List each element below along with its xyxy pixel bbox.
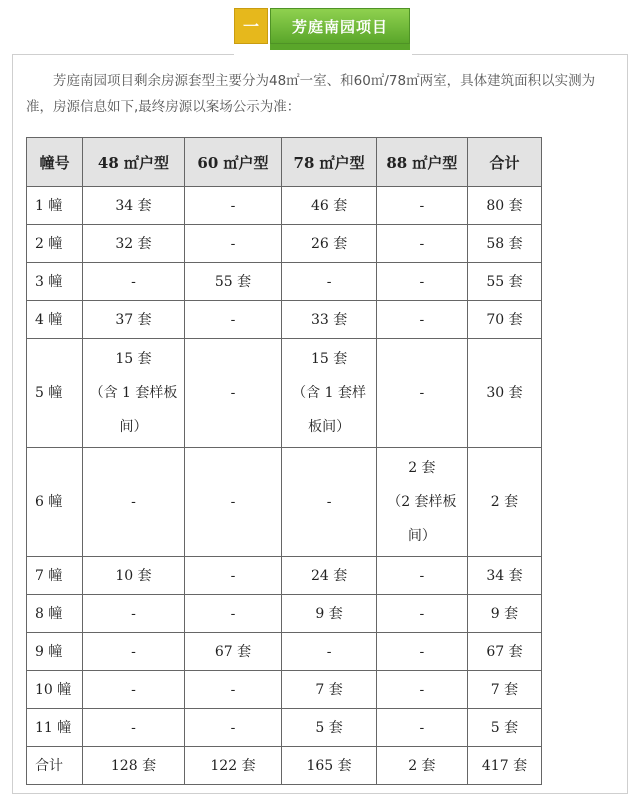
table-cell: - [184, 709, 282, 747]
table-cell: 11 幢 [27, 709, 83, 747]
table-cell: 67 套 [184, 633, 282, 671]
table-cell: 7 幢 [27, 557, 83, 595]
table-cell: 55 套 [184, 263, 282, 301]
table-cell: 15 套 （含 1 套样板间） [282, 339, 377, 448]
table-cell: - [376, 225, 467, 263]
column-header: 幢号 [27, 138, 83, 187]
table-cell: - [376, 339, 467, 448]
table-cell: 417 套 [467, 747, 541, 785]
table-cell: 122 套 [184, 747, 282, 785]
table-cell: - [83, 709, 184, 747]
table-cell: 80 套 [467, 187, 541, 225]
table-cell: - [83, 448, 184, 557]
table-row [27, 747, 542, 785]
table-cell: - [376, 187, 467, 225]
column-header: 60 ㎡户型 [184, 138, 282, 187]
column-header: 合计 [467, 138, 541, 187]
table-cell: 1 幢 [27, 187, 83, 225]
table-row [27, 557, 542, 595]
table-cell: 34 套 [83, 187, 184, 225]
table-body [27, 187, 542, 785]
table-cell: - [376, 263, 467, 301]
table-cell: 15 套 （含 1 套样板间） [83, 339, 184, 448]
table-cell: 55 套 [467, 263, 541, 301]
table-cell: - [184, 187, 282, 225]
table-row [27, 633, 542, 671]
table-row [27, 595, 542, 633]
table-cell: 46 套 [282, 187, 377, 225]
table-cell: 9 套 [282, 595, 377, 633]
housing-table [26, 137, 542, 785]
table-cell: 67 套 [467, 633, 541, 671]
table-cell: 8 幢 [27, 595, 83, 633]
table-row [27, 671, 542, 709]
table-cell: - [184, 448, 282, 557]
section-title: 芳庭南园项目 [270, 8, 410, 44]
table-cell: - [376, 301, 467, 339]
intro-paragraph [26, 68, 618, 120]
table-cell: - [83, 633, 184, 671]
table-cell: 165 套 [282, 747, 377, 785]
table-cell: - [184, 301, 282, 339]
table-cell: 70 套 [467, 301, 541, 339]
table-cell: - [83, 263, 184, 301]
table-cell: 9 套 [467, 595, 541, 633]
table-cell: - [282, 633, 377, 671]
table-cell: - [184, 339, 282, 448]
table-cell: 5 套 [467, 709, 541, 747]
table-row [27, 225, 542, 263]
table-cell: 2 套 [376, 747, 467, 785]
table-cell: 4 幢 [27, 301, 83, 339]
table-cell: 2 套 [467, 448, 541, 557]
table-cell: - [376, 633, 467, 671]
table-cell: 6 幢 [27, 448, 83, 557]
table-cell: 10 套 [83, 557, 184, 595]
column-header: 78 ㎡户型 [282, 138, 377, 187]
table-cell: 5 幢 [27, 339, 83, 448]
table-cell: 5 套 [282, 709, 377, 747]
table-row [27, 263, 542, 301]
section-banner [234, 8, 410, 44]
table-cell: 7 套 [282, 671, 377, 709]
table-cell: - [376, 709, 467, 747]
table-cell: 37 套 [83, 301, 184, 339]
table-cell: 58 套 [467, 225, 541, 263]
table-row [27, 339, 542, 448]
table-cell: - [376, 671, 467, 709]
table-cell: 24 套 [282, 557, 377, 595]
table-cell: 34 套 [467, 557, 541, 595]
table-cell: 2 套 （2 套样板间） [376, 448, 467, 557]
table-cell: 128 套 [83, 747, 184, 785]
table-cell: 26 套 [282, 225, 377, 263]
table-row [27, 187, 542, 225]
section-number: 一 [234, 8, 268, 44]
table-cell: - [184, 557, 282, 595]
column-header: 88 ㎡户型 [376, 138, 467, 187]
table-cell: - [376, 557, 467, 595]
table-cell: - [282, 448, 377, 557]
table-cell: - [83, 671, 184, 709]
table-row [27, 301, 542, 339]
table-header-row [27, 138, 542, 187]
table-cell: - [184, 671, 282, 709]
table-cell: 7 套 [467, 671, 541, 709]
column-header: 48 ㎡户型 [83, 138, 184, 187]
table-cell: - [184, 225, 282, 263]
table-cell: - [83, 595, 184, 633]
intro-text: 芳庭南园项目剩余房源套型主要分为48㎡一室、和60㎡/78㎡两室，具体建筑面积以实测为准，房源信息如下,最终房源以案场公示为准： [26, 73, 596, 115]
table-cell: - [282, 263, 377, 301]
table-cell: 3 幢 [27, 263, 83, 301]
table-cell: - [376, 595, 467, 633]
table-cell: 33 套 [282, 301, 377, 339]
banner-tab [270, 44, 410, 50]
table-cell: 2 幢 [27, 225, 83, 263]
table-cell: 10 幢 [27, 671, 83, 709]
table-cell: - [184, 595, 282, 633]
table-cell: 32 套 [83, 225, 184, 263]
table-row [27, 709, 542, 747]
table-cell: 合计 [27, 747, 83, 785]
table-row [27, 448, 542, 557]
table-cell: 9 幢 [27, 633, 83, 671]
table-cell: 30 套 [467, 339, 541, 448]
